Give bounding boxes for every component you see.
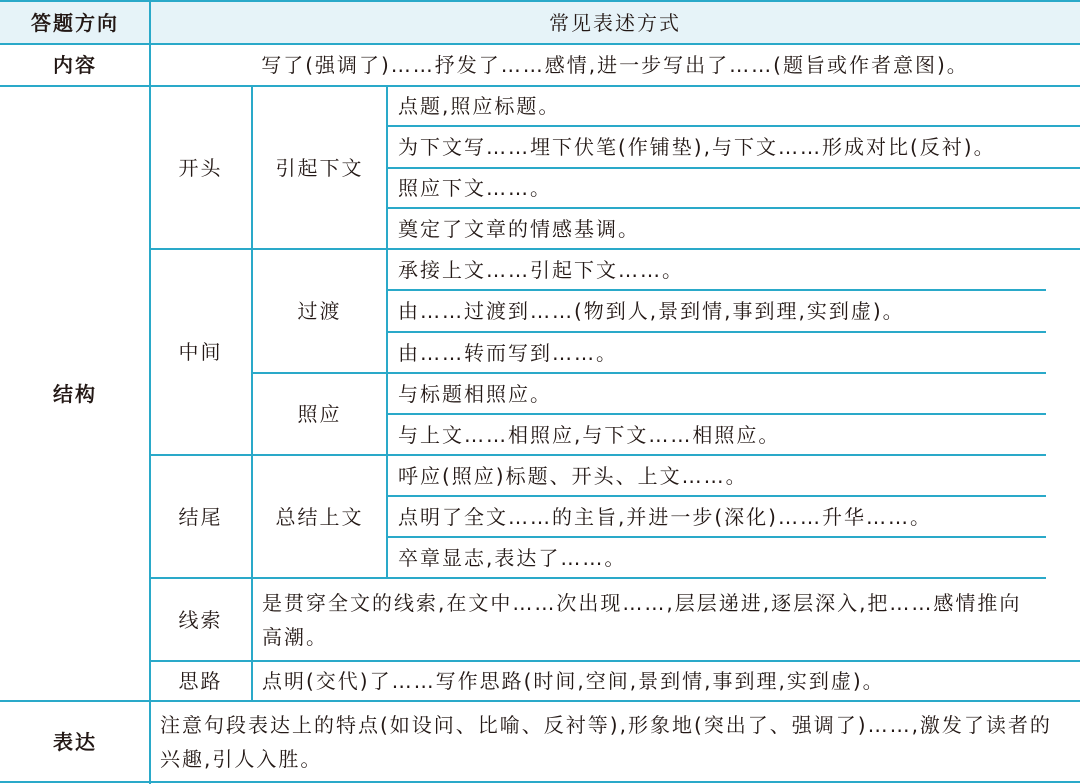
transition-item: 承接上文……引起下文……。 <box>398 257 684 282</box>
ending-item: 呼应(照应)标题、开头、上文……。 <box>398 463 748 488</box>
opening-sub-label: 引起下文 <box>275 155 364 180</box>
clue-text-line: 是贯穿全文的线索,在文中……次出现……,层层递进,逐层深入,把……感情推向 <box>262 591 1022 615</box>
table-border-bottom <box>0 781 1080 783</box>
transition-item: 由……过渡到……(物到人,景到情,事到理,实到虚)。 <box>398 299 905 323</box>
header-direction: 答题方向 <box>31 10 119 35</box>
expression-label: 表达 <box>53 729 97 754</box>
row-divider <box>150 577 1046 579</box>
expression-text <box>160 704 1078 780</box>
expression-text-line: 兴趣,引人入胜。 <box>160 747 323 771</box>
opening-label: 开头 <box>178 155 223 180</box>
transition-item: 由……转而写到……。 <box>398 340 618 365</box>
row-divider <box>0 700 1080 702</box>
ending-sub-label: 总结上文 <box>275 504 364 529</box>
echo-label: 照应 <box>297 402 342 426</box>
opening-item: 为下文写……埋下伏笔(作铺垫),与下文……形成对比(反衬)。 <box>398 135 996 159</box>
content-text: 写了(强调了)……抒发了……感情,进一步写出了……(题旨或作者意图)。 <box>261 53 969 77</box>
thinking-label: 思路 <box>178 669 223 693</box>
content-label: 内容 <box>53 53 97 77</box>
transition-label: 过渡 <box>297 299 342 323</box>
opening-item: 奠定了文章的情感基调。 <box>398 216 640 241</box>
clue-label: 线索 <box>178 607 223 632</box>
ending-item: 卒章显志,表达了……。 <box>398 545 627 570</box>
middle-label: 中间 <box>178 340 223 364</box>
ending-label: 结尾 <box>178 504 223 529</box>
clue-text <box>262 582 1078 658</box>
header-expression: 常见表述方式 <box>549 10 681 35</box>
thinking-text: 点明(交代)了……写作思路(时间,空间,景到情,事到理,实到虚)。 <box>262 669 885 693</box>
ending-item: 点明了全文……的主旨,并进一步(深化)……升华……。 <box>398 504 932 529</box>
column-divider <box>386 85 388 578</box>
echo-item: 与标题相照应。 <box>398 381 552 406</box>
echo-item: 与上文……相照应,与下文……相照应。 <box>398 422 781 447</box>
clue-text-line: 高潮。 <box>262 625 328 649</box>
opening-item: 照应下文……。 <box>398 176 552 200</box>
expression-text-line: 注意句段表达上的特点(如设问、比喻、反衬等),形象地(突出了、强调了)……,激发了读者的 <box>160 713 1052 737</box>
structure-label: 结构 <box>53 381 97 406</box>
column-divider <box>251 577 253 701</box>
opening-item: 点题,照应标题。 <box>398 94 561 118</box>
